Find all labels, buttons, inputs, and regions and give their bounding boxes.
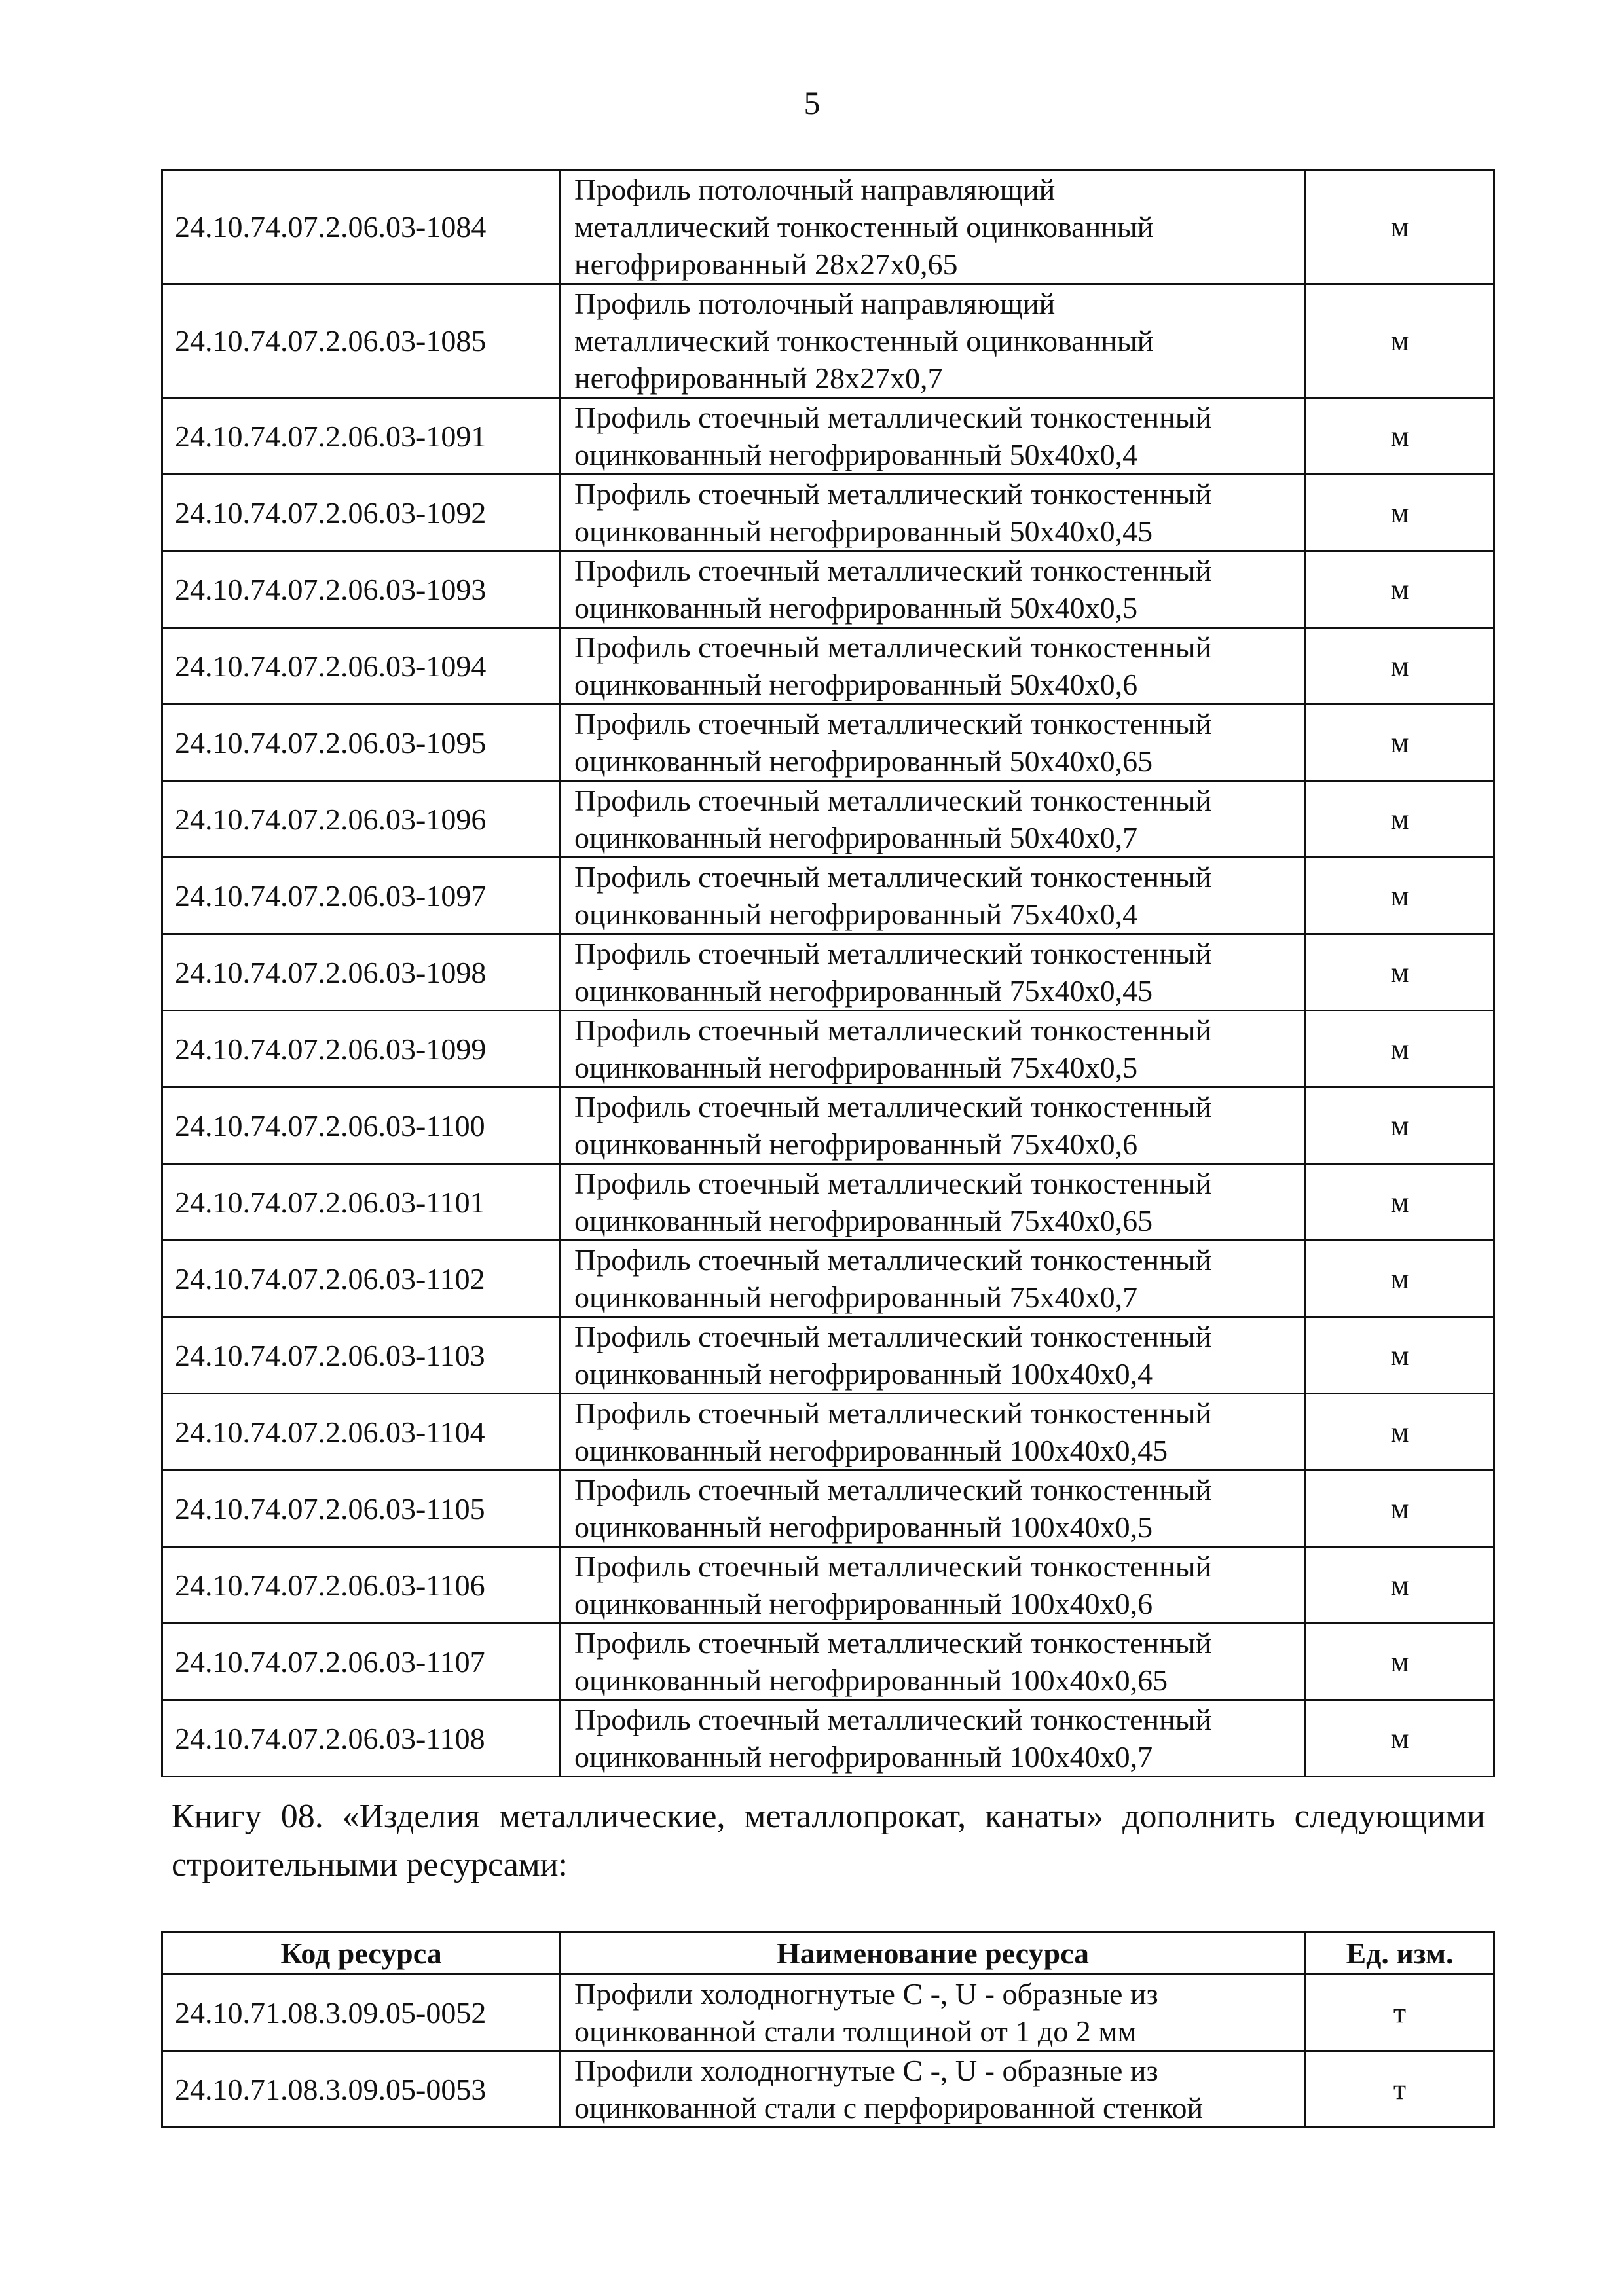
table-row (162, 2051, 1494, 2128)
resource-name-line: оцинкованный негофрированный 75x40x0,4 (574, 898, 1138, 931)
resource-name-cell (561, 475, 1306, 551)
resource-code-cell: 24.10.74.07.2.06.03-1096 (162, 781, 561, 858)
resource-code-cell: 24.10.74.07.2.06.03-1100 (162, 1087, 561, 1164)
resource-name-line: Профиль стоечный металлический тонкостенный (574, 401, 1212, 434)
resource-name-line: Профиль стоечный металлический тонкостенный (574, 1243, 1212, 1277)
table-row (162, 1394, 1494, 1470)
resource-name-line: оцинкованный негофрированный 100x40x0,5 (574, 1510, 1153, 1544)
resource-name-line: Профиль стоечный металлический тонкостенный (574, 707, 1212, 740)
unit-cell: м (1306, 1470, 1494, 1547)
resource-name-line: Профиль потолочный направляющий (574, 173, 1056, 206)
unit-cell: т (1306, 1975, 1494, 2051)
resource-code-cell: 24.10.74.07.2.06.03-1103 (162, 1317, 561, 1394)
resource-name-line: Профиль стоечный металлический тонкостенный (574, 554, 1212, 587)
resource-code-cell: 24.10.74.07.2.06.03-1105 (162, 1470, 561, 1547)
unit-cell: м (1306, 284, 1494, 398)
resource-name-cell (561, 284, 1306, 398)
resource-name-line: металлический тонкостенный оцинкованный (574, 324, 1154, 357)
resource-name-line: оцинкованный негофрированный 75x40x0,45 (574, 974, 1153, 1008)
unit-cell: м (1306, 1394, 1494, 1470)
resource-name-line: оцинкованный негофрированный 50x40x0,5 (574, 591, 1138, 625)
resource-name-line: оцинкованный негофрированный 50x40x0,4 (574, 438, 1138, 471)
resource-table-bottom-body (162, 1975, 1494, 2128)
resource-name-cell (561, 1087, 1306, 1164)
resource-name-cell (561, 1394, 1306, 1470)
resource-name-cell (561, 1547, 1306, 1624)
unit-cell: м (1306, 628, 1494, 704)
resource-code-cell: 24.10.74.07.2.06.03-1084 (162, 170, 561, 284)
unit-cell: м (1306, 858, 1494, 934)
resource-name-line: металлический тонкостенный оцинкованный (574, 210, 1154, 244)
resource-name-line: оцинкованный негофрированный 50x40x0,6 (574, 668, 1138, 701)
resource-name-cell (561, 1241, 1306, 1317)
resource-name-cell (561, 551, 1306, 628)
unit-cell: м (1306, 1624, 1494, 1700)
unit-cell: м (1306, 781, 1494, 858)
unit-cell: м (1306, 704, 1494, 781)
resource-name-line: Профиль стоечный металлический тонкостенный (574, 1090, 1212, 1123)
header-resource-code: Код ресурса (162, 1933, 561, 1975)
table-row (162, 628, 1494, 704)
unit-cell: т (1306, 2051, 1494, 2128)
resource-code-cell: 24.10.74.07.2.06.03-1091 (162, 398, 561, 475)
resource-name-line: оцинкованный негофрированный 75x40x0,6 (574, 1127, 1138, 1161)
table-row (162, 1241, 1494, 1317)
resource-table-bottom (161, 1931, 1495, 2128)
resource-name-line: негофрированный 28x27x0,7 (574, 361, 943, 395)
unit-cell: м (1306, 475, 1494, 551)
resource-name-cell (561, 704, 1306, 781)
resource-name-cell (561, 1700, 1306, 1777)
unit-cell: м (1306, 1164, 1494, 1241)
resource-name-line: оцинкованный негофрированный 75x40x0,5 (574, 1051, 1138, 1084)
header-resource-name: Наименование ресурса (561, 1933, 1306, 1975)
resource-name-line: оцинкованный негофрированный 100x40x0,6 (574, 1587, 1153, 1620)
resource-name-line: Профиль стоечный металлический тонкостенный (574, 1167, 1212, 1200)
resource-name-cell (561, 2051, 1306, 2128)
resource-table-top (161, 169, 1495, 1777)
resource-name-line: Профиль стоечный металлический тонкостенный (574, 937, 1212, 970)
resource-name-line: негофрированный 28x27x0,65 (574, 247, 958, 281)
resource-code-cell: 24.10.74.07.2.06.03-1106 (162, 1547, 561, 1624)
resource-name-cell (561, 1470, 1306, 1547)
resource-name-line: Профиль стоечный металлический тонкостенный (574, 1320, 1212, 1353)
resource-code-cell: 24.10.74.07.2.06.03-1094 (162, 628, 561, 704)
table-row (162, 781, 1494, 858)
resource-name-cell (561, 1624, 1306, 1700)
resource-name-cell (561, 1011, 1306, 1087)
unit-cell: м (1306, 1547, 1494, 1624)
unit-cell: м (1306, 398, 1494, 475)
resource-code-cell: 24.10.74.07.2.06.03-1107 (162, 1624, 561, 1700)
resource-name-line: Профиль стоечный металлический тонкостенный (574, 860, 1212, 894)
table-row (162, 1975, 1494, 2051)
resource-name-line: Профиль стоечный металлический тонкостенный (574, 784, 1212, 817)
resource-code-cell: 24.10.74.07.2.06.03-1095 (162, 704, 561, 781)
resource-name-line: Профиль стоечный металлический тонкостенный (574, 1473, 1212, 1506)
unit-cell: м (1306, 1011, 1494, 1087)
unit-cell: м (1306, 1241, 1494, 1317)
resource-name-line: оцинкованный негофрированный 100x40x0,45 (574, 1434, 1168, 1467)
table-row (162, 1087, 1494, 1164)
table-row (162, 475, 1494, 551)
resource-code-cell: 24.10.71.08.3.09.05-0052 (162, 1975, 561, 2051)
resource-name-line: оцинкованный негофрированный 75x40x0,65 (574, 1204, 1153, 1237)
resource-name-line: Профиль стоечный металлический тонкостенный (574, 1626, 1212, 1660)
table-row (162, 1624, 1494, 1700)
resource-name-cell (561, 781, 1306, 858)
unit-cell: м (1306, 170, 1494, 284)
resource-name-line: Профиль стоечный металлический тонкостенный (574, 1396, 1212, 1430)
table-row (162, 1011, 1494, 1087)
resource-name-line: Профиль потолочный направляющий (574, 287, 1056, 320)
resource-name-line: Профиль стоечный металлический тонкостенный (574, 1703, 1212, 1736)
resource-name-cell (561, 628, 1306, 704)
resource-name-cell (561, 858, 1306, 934)
resource-code-cell: 24.10.74.07.2.06.03-1099 (162, 1011, 561, 1087)
unit-cell: м (1306, 1087, 1494, 1164)
table-row (162, 704, 1494, 781)
resource-table-top-body (162, 170, 1494, 1777)
resource-name-line: оцинкованный негофрированный 50x40x0,7 (574, 821, 1138, 854)
resource-name-line: Профиль стоечный металлический тонкостенный (574, 1550, 1212, 1583)
resource-code-cell: 24.10.74.07.2.06.03-1098 (162, 934, 561, 1011)
table-row (162, 1547, 1494, 1624)
resource-code-cell: 24.10.74.07.2.06.03-1085 (162, 284, 561, 398)
table-header-row (162, 1933, 1494, 1975)
book-08-paragraph: Книгу 08. «Изделия металлические, металлопрокат, канаты» дополнить следующими строительными ресурсами: (172, 1798, 1485, 1884)
unit-cell: м (1306, 1700, 1494, 1777)
page-number: 5 (803, 84, 821, 121)
resource-name-line: оцинкованный негофрированный 50x40x0,65 (574, 744, 1153, 778)
table-row (162, 398, 1494, 475)
table-row (162, 1164, 1494, 1241)
table-row (162, 551, 1494, 628)
resource-code-cell: 24.10.74.07.2.06.03-1104 (162, 1394, 561, 1470)
table-row (162, 284, 1494, 398)
resource-name-cell (561, 398, 1306, 475)
resource-name-line: Профиль стоечный металлический тонкостенный (574, 630, 1212, 664)
resource-name-line: оцинкованный негофрированный 100x40x0,65 (574, 1664, 1168, 1697)
resource-name-line: Профили холодногнутые С -, U - образные из (574, 1977, 1158, 2011)
unit-cell: м (1306, 934, 1494, 1011)
table-row (162, 934, 1494, 1011)
resource-name-line: Профили холодногнутые С -, U - образные из (574, 2054, 1158, 2087)
table-row (162, 1470, 1494, 1547)
unit-cell: м (1306, 551, 1494, 628)
resource-name-line: оцинкованный негофрированный 75x40x0,7 (574, 1281, 1138, 1314)
resource-code-cell: 24.10.74.07.2.06.03-1097 (162, 858, 561, 934)
table-row (162, 1317, 1494, 1394)
table-row (162, 858, 1494, 934)
resource-name-cell (561, 1164, 1306, 1241)
resource-code-cell: 24.10.74.07.2.06.03-1101 (162, 1164, 561, 1241)
resource-code-cell: 24.10.74.07.2.06.03-1108 (162, 1700, 561, 1777)
resource-name-line: Профиль стоечный металлический тонкостенный (574, 477, 1212, 511)
resource-code-cell: 24.10.71.08.3.09.05-0053 (162, 2051, 561, 2128)
resource-name-cell (561, 934, 1306, 1011)
resource-name-cell (561, 1975, 1306, 2051)
resource-name-cell (561, 170, 1306, 284)
resource-code-cell: 24.10.74.07.2.06.03-1093 (162, 551, 561, 628)
unit-cell: м (1306, 1317, 1494, 1394)
resource-name-line: оцинкованной стали толщиной от 1 до 2 мм (574, 2014, 1137, 2048)
resource-code-cell: 24.10.74.07.2.06.03-1102 (162, 1241, 561, 1317)
resource-name-line: оцинкованный негофрированный 50x40x0,45 (574, 515, 1153, 548)
resource-name-line: оцинкованной стали с перфорированной стенкой (574, 2091, 1204, 2124)
resource-code-cell: 24.10.74.07.2.06.03-1092 (162, 475, 561, 551)
resource-name-line: Профиль стоечный металлический тонкостенный (574, 1013, 1212, 1047)
resource-name-line: оцинкованный негофрированный 100x40x0,4 (574, 1357, 1153, 1391)
header-unit: Ед. изм. (1306, 1933, 1494, 1975)
resource-name-line: оцинкованный негофрированный 100x40x0,7 (574, 1740, 1153, 1774)
table-row (162, 1700, 1494, 1777)
resource-name-cell (561, 1317, 1306, 1394)
table-row (162, 170, 1494, 284)
